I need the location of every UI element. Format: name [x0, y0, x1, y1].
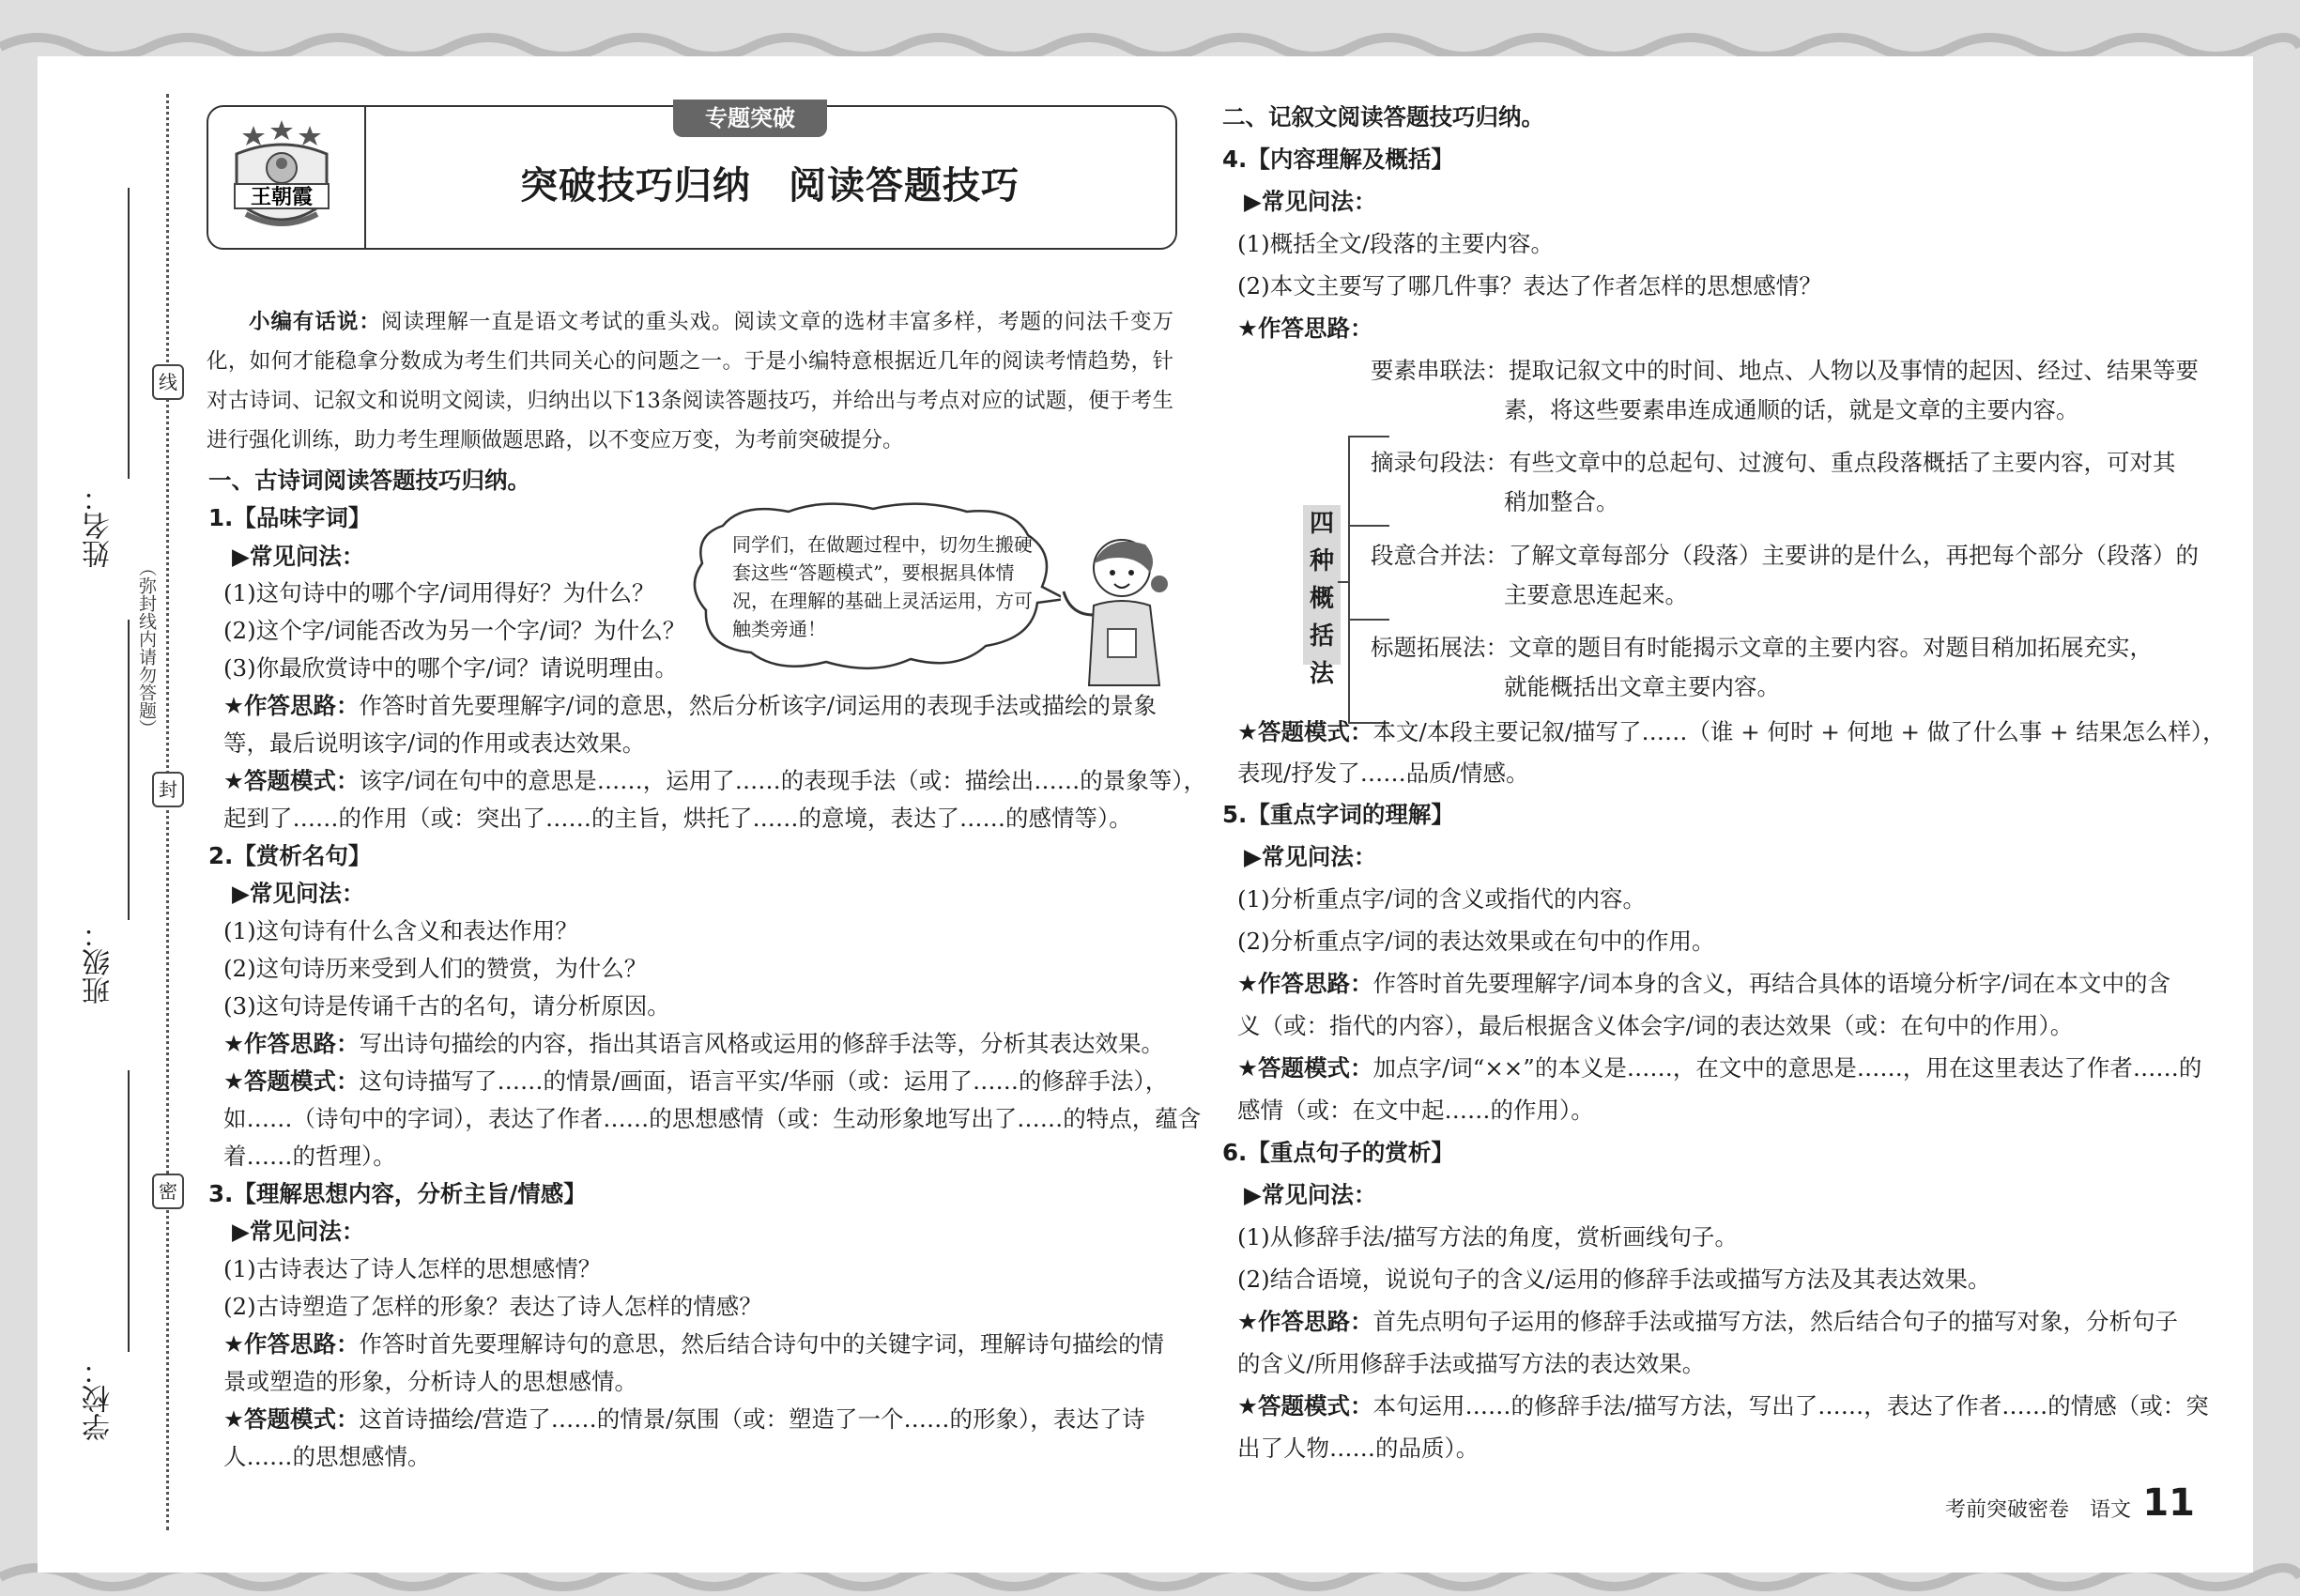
s5-q1: (1)分析重点字/词的含义或指代的内容。 [1237, 885, 1646, 913]
class-field[interactable] [128, 620, 130, 920]
m1-line1: 提取记叙文中的时间、地点、人物以及事情的起因、经过、结果等要 [1509, 357, 2199, 384]
s3-mode-1: 这首诗描绘/营造了……的情景/氛围（或：塑造了一个……的形象），表达了诗 [359, 1405, 1145, 1433]
s3-think-label: ★作答思路： [223, 1330, 360, 1358]
name-label: 姓名： [83, 483, 115, 568]
m2-line2: 稍加整合。 [1504, 488, 1619, 515]
s1-q2: (2)这个字/词能否改为另一个字/词？为什么？ [223, 617, 686, 644]
s5-think-2: 义（或：指代的内容），最后根据含义体会字/词的表达效果（或：在句中的作用）。 [1237, 1012, 2074, 1039]
m2-line1: 有些文章中的总起句、过渡句、重点段落概括了主要内容，可对其 [1509, 449, 2176, 476]
s2-ask: ▶常见问法： [232, 880, 365, 907]
section-narrative-heading: 二、记叙文阅读答题技巧归纳。 [1222, 103, 1544, 130]
s2-mode-3: 着……的哲理）。 [223, 1143, 396, 1170]
s5-title: 5.【重点字词的理解】 [1222, 801, 1454, 828]
school-label: 学校： [83, 1357, 115, 1441]
s3-q2: (2)古诗塑造了怎样的形象？表达了诗人怎样的情感？ [223, 1293, 762, 1320]
page-number: 11 [2142, 1481, 2195, 1525]
s4-title: 4.【内容理解及概括】 [1222, 146, 1454, 173]
m3-line2: 主要意思连起来。 [1504, 581, 1688, 608]
s3-think-2: 景或塑造的形象，分析诗人的思想感情。 [223, 1368, 637, 1395]
class-label: 班级： [83, 920, 115, 1005]
s1-mode-2: 起到了……的作用（或：突出了……的主旨，烘托了……的意境，表达了……的感情等）。 [223, 805, 1132, 832]
s6-q1: (1)从修辞手法/描写方法的角度，赏析画线句子。 [1237, 1223, 1738, 1251]
seal-note: （弥封线内请勿答题） [136, 559, 157, 737]
s2-think-1: 写出诗句描绘的内容，指出其语言风格或运用的修辞手法等，分析其表达效果。 [359, 1030, 1164, 1057]
s5-think-label: ★作答思路： [1237, 970, 1373, 997]
s6-mode-2: 出了人物……的品质）。 [1237, 1435, 1480, 1462]
topic-tag: 专题突破 [673, 100, 827, 137]
s3-q1: (1)古诗表达了诗人怎样的思想感情？ [223, 1255, 602, 1282]
seal-mark-seal: 封 [152, 772, 184, 807]
m3-name: 段意合并法： [1371, 542, 1509, 569]
bubble-text: 同学们，在做题过程中，切勿生搬硬套这些“答题模式”，要根据具体情况，在理解的基础上灵活运用，方可触类旁通！ [732, 533, 1033, 640]
title-part1: 突破技巧归纳 [520, 164, 751, 207]
s6-ask: ▶常见问法： [1244, 1181, 1377, 1208]
s2-mode-2: 如……（诗句中的字词），表达了作者……的思想感情（或：生动形象地写出了……的特点，蕴含 [223, 1105, 1202, 1132]
s3-ask: ▶常见问法： [232, 1218, 365, 1245]
s2-q1: (1)这句诗有什么含义和表达作用？ [223, 917, 578, 944]
seal-mark-line: 线 [152, 364, 184, 400]
s4-mode-label: ★答题模式： [1237, 718, 1373, 745]
s2-q2: (2)这句诗历来受到人们的赞赏，为什么？ [223, 955, 648, 982]
brand-logo [225, 116, 338, 237]
method-diagram-label: 四种概括法 [1303, 505, 1341, 665]
s6-title: 6.【重点句子的赏析】 [1222, 1139, 1454, 1166]
section-poetry-heading: 一、古诗词阅读答题技巧归纳。 [208, 467, 530, 494]
s6-think-2: 的含义/所用修辞手法或描写方法的表达效果。 [1237, 1350, 1706, 1377]
m1-name: 要素串联法： [1371, 357, 1509, 384]
s4-think-label: ★作答思路： [1237, 315, 1373, 342]
editor-note [207, 302, 1173, 460]
m1-line2: 素，将这些要素串连成通顺的话，就是文章的主要内容。 [1504, 396, 2079, 423]
s1-mode-label: ★答题模式： [223, 767, 360, 794]
s1-ask: ▶常见问法： [232, 543, 365, 570]
editor-note-text: 阅读理解一直是语文考试的重头戏。阅读文章的选材丰富多样，考题的问法千变万化，如何才能稳拿分数成为考生们共同关心的问题之一。于是小编特意根据近几年的阅读考情趋势，针对古诗词、记叙文和说明文阅读，归纳出以下13条阅读答题技巧，并给出与考点对应的试题，便于考生进行强化训练，助力考生理顺做题思路，以不变应万变，为考前突破提分。 [207, 310, 1173, 453]
s3-title: 3.【理解思想内容，分析主旨/情感】 [208, 1180, 587, 1207]
svg-text:王朝霞: 王朝霞 [250, 185, 314, 209]
s6-mode-1: 本句运用……的修辞手法/描写方法，写出了……，表达了作者……的情感（或：突 [1372, 1392, 2209, 1420]
s5-q2: (2)分析重点字/词的表达效果或在句中的作用。 [1237, 928, 1715, 955]
s3-think-1: 作答时首先要理解诗句的意思，然后结合诗句中的关键字词，理解诗句描绘的情 [359, 1330, 1164, 1358]
s2-think-label: ★作答思路： [223, 1030, 360, 1057]
s3-mode-label: ★答题模式： [223, 1405, 360, 1433]
seal-mark-secret: 密 [152, 1174, 184, 1209]
s4-q2: (2)本文主要写了哪几件事？表达了作者怎样的思想感情？ [1237, 272, 1822, 299]
s1-think-1: 作答时首先要理解字/词的意思，然后分析该字/词运用的表现手法或描绘的景象 [359, 692, 1157, 719]
s6-q2: (2)结合语境，说说句子的含义/运用的修辞手法或描写方法及其表达效果。 [1237, 1266, 1991, 1293]
m2-name: 摘录句段法： [1371, 449, 1509, 476]
m4-name: 标题拓展法： [1371, 634, 1509, 661]
s2-q3: (3)这句诗是传诵千古的名句，请分析原因。 [223, 992, 670, 1020]
s6-mode-label: ★答题模式： [1237, 1392, 1373, 1420]
series-footer: 考前突破密卷 语文 [1944, 1498, 2131, 1522]
s1-think-2: 等，最后说明该字/词的作用或表达效果。 [223, 729, 646, 757]
s1-mode-1: 该字/词在句中的意思是……，运用了……的表现手法（或：描绘出……的景象等）， [359, 767, 1206, 794]
s5-mode-1: 加点字/词“××”的本义是……，在文中的意思是……，用在这里表达了作者……的 [1372, 1054, 2202, 1082]
m4-line2: 就能概括出文章主要内容。 [1504, 673, 1780, 700]
s6-think-1: 首先点明句子运用的修辞手法或描写方法，然后结合句子的描写对象，分析句子 [1372, 1308, 2178, 1335]
m4-line1: 文章的题目有时能揭示文章的主要内容。对题目稍加拓展充实， [1509, 634, 2153, 661]
s5-mode-2: 感情（或：在文中起……的作用）。 [1237, 1097, 1594, 1124]
m3-line1: 了解文章每部分（段落）主要讲的是什么，再把每个部分（段落）的 [1509, 542, 2199, 569]
s5-think-1: 作答时首先要理解字/词本身的含义，再结合具体的语境分析字/词在本文中的含 [1372, 970, 2170, 997]
name-field[interactable] [128, 188, 130, 479]
s3-mode-2: 人……的思想感情。 [223, 1443, 431, 1470]
s4-mode-2: 表现/抒发了……品质/情感。 [1237, 760, 1529, 787]
page [38, 56, 2253, 1573]
s2-mode-label: ★答题模式： [223, 1067, 360, 1095]
s1-q3: (3)你最欣赏诗中的哪个字/词？请说明理由。 [223, 654, 678, 682]
s6-think-label: ★作答思路： [1237, 1308, 1373, 1335]
header-box [207, 105, 1177, 250]
s1-title: 1.【品味字词】 [208, 504, 372, 531]
page-title [364, 156, 1175, 209]
s1-think-label: ★作答思路： [223, 692, 360, 719]
s5-ask: ▶常见问法： [1244, 843, 1377, 870]
s1-q1: (1)这句诗中的哪个字/词用得好？为什么？ [223, 579, 655, 606]
girl-illustration [1056, 526, 1183, 690]
s4-q1: (1)概括全文/段落的主要内容。 [1237, 230, 1554, 257]
s2-title: 2.【赏析名句】 [208, 842, 372, 869]
binding-strip [38, 56, 188, 1573]
s2-mode-1: 这句诗描写了……的情景/画面，语言平实/华丽（或：运用了……的修辞手法）， [359, 1067, 1169, 1095]
editor-note-lead: 小编有话说： [248, 310, 381, 334]
seal-line [166, 94, 169, 1530]
s4-ask: ▶常见问法： [1244, 188, 1377, 215]
s4-mode-1: 本文/本段主要记叙/描写了……（谁 + 何时 + 何地 + 做了什么事 + 结果怎么样）， [1372, 718, 2226, 745]
s5-mode-label: ★答题模式： [1237, 1054, 1373, 1082]
school-field[interactable] [128, 1070, 130, 1352]
title-part2: 阅读答题技巧 [789, 164, 1020, 207]
